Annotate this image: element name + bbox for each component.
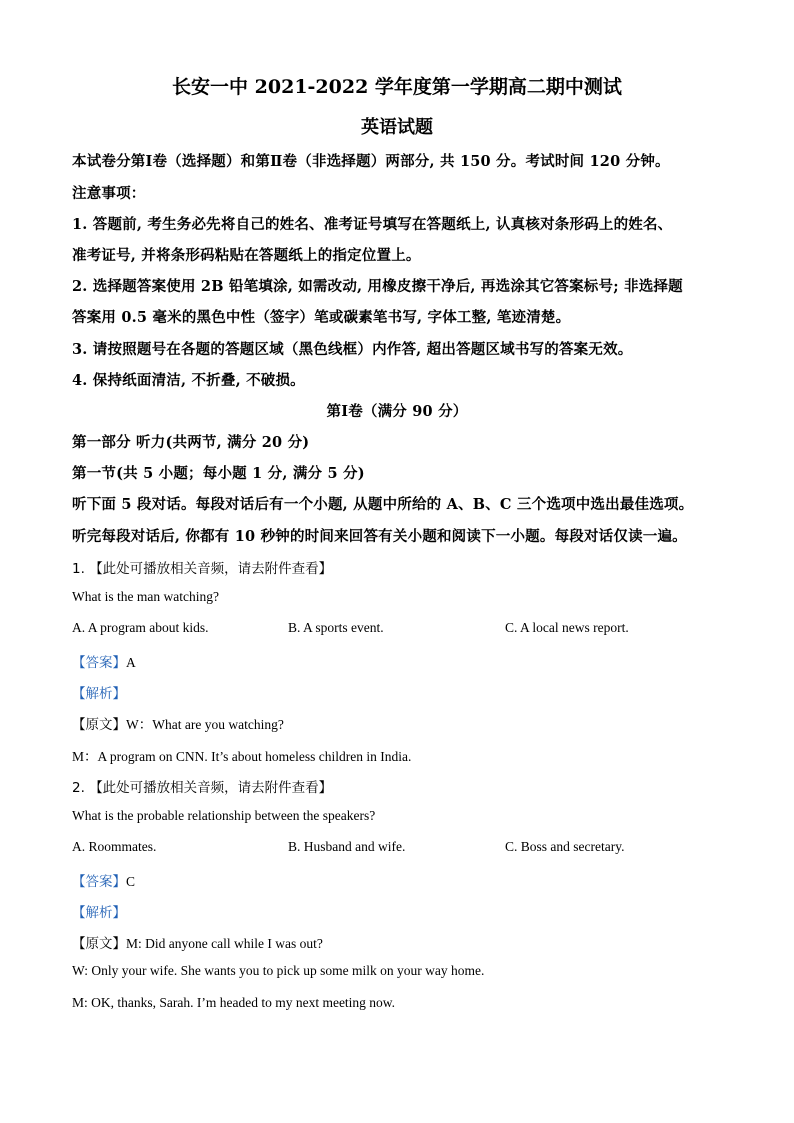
exam-title: 长安一中 2021-2022 学年度第一学期高二期中测试 (172, 76, 622, 98)
question-1-transcript-line-2: M：A program on CNN. It’s about homeless children in India. (72, 749, 412, 764)
note-1-line-1: 1. 答题前, 考生务必先将自己的姓名、准考证号填写在答题纸上, 认真核对条形码上的姓名、 (72, 216, 673, 233)
answer-tag: 【答案】 (72, 874, 126, 890)
volume-heading: 第Ⅰ卷（满分 90 分） (326, 403, 468, 420)
question-1-answer (72, 651, 724, 672)
transcript-text: M: Did anyone call while I was out? (126, 936, 323, 951)
transcript-tag: 【原文】 (72, 717, 126, 733)
option-a[interactable]: A. Roommates. (72, 839, 157, 854)
question-2-header (72, 776, 724, 796)
question-1-header (72, 557, 724, 577)
question-1-stem: What is the man watching? (72, 589, 219, 604)
section-1-heading: 第一节(共 5 小题；每小题 1 分, 满分 5 分) (72, 465, 365, 482)
transcript-tag: 【原文】 (72, 936, 126, 952)
question-2-transcript-line-3: M: OK, thanks, Sarah. I’m headed to my next meeting now. (72, 995, 396, 1010)
note-4: 4. 保持纸面清洁, 不折叠, 不破损。 (72, 372, 305, 389)
question-1-analysis-tag: 【解析】 (72, 686, 126, 702)
notes-heading: 注意事项： (72, 185, 146, 202)
option-c[interactable]: C. Boss and secretary. (505, 839, 625, 854)
note-1-line-2: 准考证号, 并将条形码粘贴在答题纸上的指定位置上。 (72, 247, 421, 264)
answer-value: C (126, 874, 136, 889)
audio-link[interactable]: 【此处可播放相关音频，请去附件查看】 (89, 780, 333, 796)
option-c[interactable]: C. A local news report. (505, 620, 629, 635)
transcript-text: W：What are you watching? (126, 717, 284, 732)
option-b[interactable]: B. Husband and wife. (288, 839, 406, 854)
question-2-transcript-line-2: W: Only your wife. She wants you to pick up some milk on your way home. (72, 963, 485, 978)
audio-link[interactable]: 【此处可播放相关音频，请去附件查看】 (89, 561, 333, 577)
note-2-line-2: 答案用 0.5 毫米的黑色中性（签字）笔或碳素笔书写, 字体工整, 笔迹清楚。 (72, 309, 571, 326)
instructions-line-1: 听下面 5 段对话。每段对话后有一个小题, 从题中所给的 A、B、C 三个选项中选出最佳选项。 (72, 496, 694, 513)
note-2-line-1: 2. 选择题答案使用 2B 铅笔填涂, 如需改动, 用橡皮擦干净后, 再选涂其它答案标号; 非选择题 (72, 278, 683, 295)
question-2-stem: What is the probable relationship between the speakers? (72, 808, 376, 823)
subject-title: 英语试题 (361, 117, 433, 138)
question-2-transcript-line-1 (72, 932, 724, 953)
answer-tag: 【答案】 (72, 655, 126, 671)
question-2-analysis-tag: 【解析】 (72, 905, 126, 921)
question-1-transcript-line-1 (72, 713, 724, 734)
option-b[interactable]: B. A sports event. (288, 620, 384, 635)
question-2-answer (72, 870, 724, 891)
part-1-heading: 第一部分 听力(共两节, 满分 20 分) (72, 434, 310, 451)
answer-value: A (126, 655, 136, 670)
option-a[interactable]: A. A program about kids. (72, 620, 209, 635)
question-number: 2. (72, 780, 85, 796)
note-3: 3. 请按照题号在各题的答题区域（黑色线框）内作答, 超出答题区域书写的答案无效。 (72, 341, 633, 358)
exam-info: 本试卷分第Ⅰ卷（选择题）和第Ⅱ卷（非选择题）两部分, 共 150 分。考试时间 120 分钟。 (72, 153, 670, 170)
question-number: 1. (72, 561, 85, 577)
instructions-line-2: 听完每段对话后, 你都有 10 秒钟的时间来回答有关小题和阅读下一小题。每段对话仅读一遍。 (72, 528, 687, 545)
